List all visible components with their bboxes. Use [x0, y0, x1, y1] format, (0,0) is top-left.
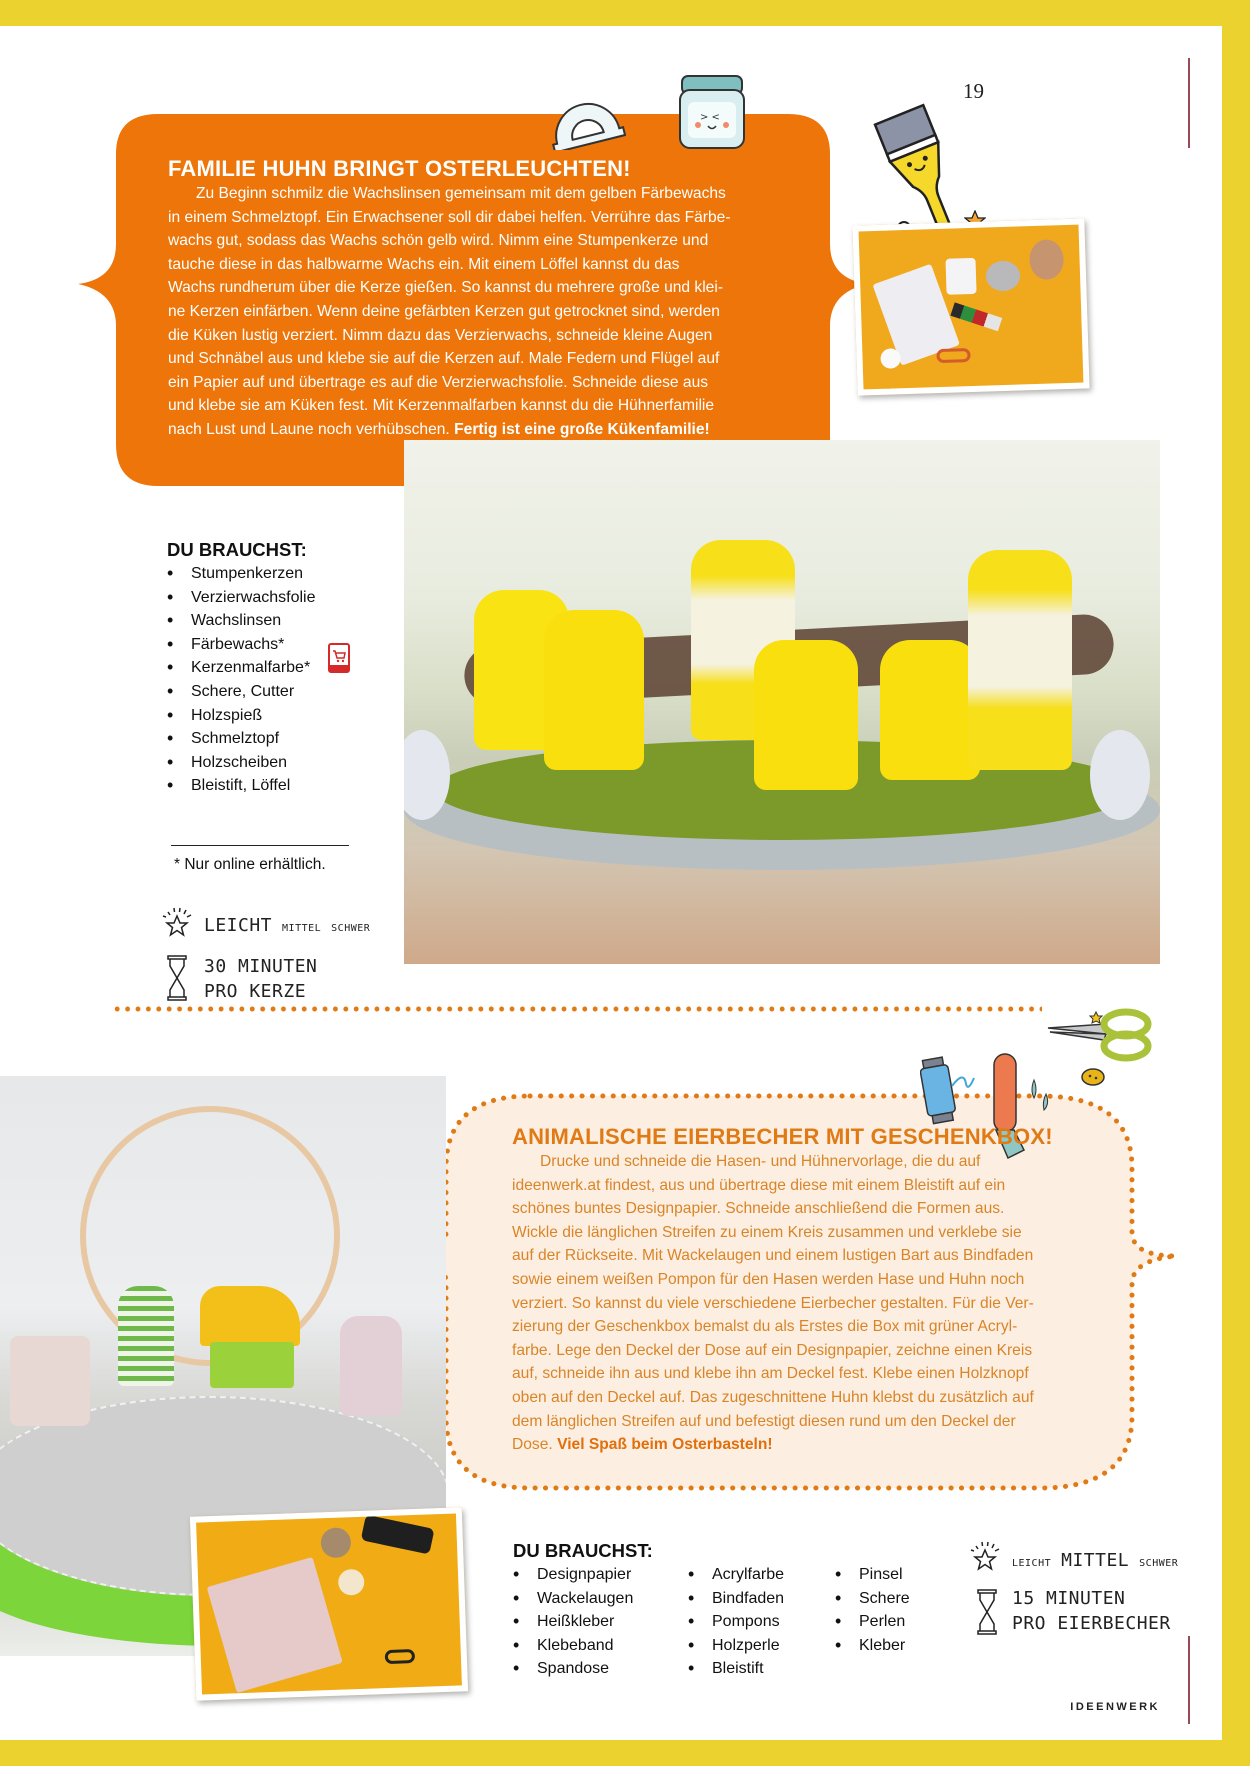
supply-item: • Bleistift: [688, 1657, 835, 1681]
supply-item: • Klebeband: [513, 1634, 688, 1658]
supply-item: • Perlen: [835, 1610, 945, 1634]
difficulty-easy: LEICHT: [1012, 1558, 1052, 1569]
photo-egg-right: [1090, 730, 1150, 820]
supply-item: • Spandose: [513, 1657, 688, 1681]
photo-item-twine: [320, 1527, 351, 1558]
photo-item-paint-pens: [950, 302, 1002, 331]
project1-body: Zu Beginn schmilz die Wachslinsen gemeinsam mit dem gelben Färbewachs in einem Schmelztopf. Ein Erwachsener soll dir dabei helfen. Verrühre das Färbe- wachs gut, sodass das Wachs schön gelb wird. Nimm eine Stumpenkerze und tauche diese in das halbwarme Wachs ein. Mit einem Löffel kannst du das Wachs rundherum über die Kerze gießen. So kannst du mehrere große und klei- ne Kerzen einfärben. Wenn deine gefärbten Kerzen gut getrocknet sind, werden die Küken lustig verziert. Nimm dazu das Verzierwachs, schneide kleine Augen und Schnäbel aus und klebe sie auf die Kerzen auf. Male Federn und Flügel auf ein Papier auf und übertrage es auf die Verzierwachsfolie. Schneide diese aus und klebe sie am Küken fest. Mit Kerzenmalfarben kannst du die Hühnerfamilie nach Lust und Laune noch verhübschen. Fertig ist eine große Kükenfamilie!: [168, 185, 731, 438]
photo-item-scissors: [936, 348, 970, 363]
jar-icon: [676, 72, 748, 152]
difficulty-hard: SCHWER: [331, 923, 371, 934]
footnote: * Nur online erhältlich.: [174, 856, 326, 873]
supply-item: • Pinsel: [835, 1563, 945, 1587]
project2-body: Drucke und schneide die Hasen- und Hühnervorlage, die du auf ideenwerk.at findest, aus und übertrage diese mit einem Bleistift auf ein schönes buntes Designpapier. Schneide anschließend die Formen aus. Wickle die länglichen Streifen zu einem Kreis zusammen und verklebe sie auf der Rückseite. Mit Wackelaugen und einem lustigen Bart aus Bindfaden sowie einem weißen Pompon für den Hasen werden Hase und Huhn noch verziert. So kannst du viele verschiedene Eierbecher gestalten. Für die Ver- zierung der Geschenkbox bemalst du als Erstes die Box mit grüner Acryl- farbe. Lege den Deckel der Dose auf ein Designpapier, zeichne einen Kreis auf, schneide ihn aus und klebe ihn am Deckel fest. Klebe einen Holzknopf oben auf den Deckel auf. Das zugeschnittene Huhn klebst du zusätzlich auf dem länglichen Streifen auf und befestigt diesen rund um den Deckel der Dose. Viel Spaß beim Osterbasteln!: [512, 1153, 1034, 1454]
supply-item: • Kleber: [835, 1634, 945, 1658]
project2-time: 15 MINUTEN PRO EIERBECHER: [1012, 1588, 1171, 1634]
photo-item-wax-lens: [880, 348, 901, 369]
project1-supply-list: [167, 538, 387, 798]
svg-text:> <: > <: [700, 112, 720, 123]
photo-item-lid: [338, 1569, 365, 1596]
difficulty-medium-selected: MITTEL: [1061, 1550, 1130, 1571]
section-divider-dotted: [112, 1006, 1042, 1012]
supply-item: • Pompons: [688, 1610, 835, 1634]
photo-item-scissors: [385, 1649, 415, 1664]
supply-item: • Designpapier: [513, 1563, 688, 1587]
project1-difficulty: [204, 915, 370, 936]
supply-item: • Heißkleber: [513, 1610, 688, 1634]
project1-time: 30 MINUTEN PRO KERZE: [204, 956, 318, 1002]
margin-rule-top: [1188, 58, 1190, 148]
supply-item: • Acrylfarbe: [688, 1563, 835, 1587]
photo-chick-candles: [404, 440, 1160, 964]
page-number: 19: [963, 79, 984, 103]
difficulty-hard: SCHWER: [1139, 1558, 1179, 1569]
photo-item-design-paper: [207, 1557, 343, 1693]
supply-item: • Schere: [835, 1587, 945, 1611]
supply-item: • Bindfaden: [688, 1587, 835, 1611]
supply-item: • Schere, Cutter: [167, 680, 387, 704]
margin-rule-bottom: [1188, 1636, 1190, 1724]
shopping-cart-icon: [328, 643, 350, 673]
hourglass-icon: [166, 954, 188, 1002]
supply-item: • Wachslinsen: [167, 609, 387, 633]
project1-title: FAMILIE HUHN BRINGT OSTERLEUCHTEN!: [168, 156, 631, 181]
supply-item: • Bleistift, Löffel: [167, 774, 387, 798]
project2-supply-list: [513, 1539, 945, 1681]
hourglass-icon: [976, 1588, 998, 1636]
supply-item: • Stumpenkerzen: [167, 562, 387, 586]
difficulty-easy-selected: LEICHT: [204, 915, 273, 936]
supply-item: • Holzperle: [688, 1634, 835, 1658]
star-outline-icon: [160, 906, 194, 938]
supplies-photo-eggcups: [190, 1507, 468, 1700]
photo-candle-chick-3: [754, 640, 858, 790]
photo-candle-chick-4: [880, 640, 980, 780]
photo-item-pot: [986, 260, 1021, 291]
photo-eggcup-bunny: [118, 1286, 174, 1386]
supply-item: • Holzspieß: [167, 704, 387, 728]
difficulty-medium: MITTEL: [282, 923, 322, 934]
brand-footer: IDEENWERK: [1070, 1701, 1160, 1713]
star-outline-icon: [968, 1540, 1002, 1572]
project1-closing: Fertig ist eine große Kükenfamilie!: [454, 420, 710, 438]
project2-closing: Viel Spaß beim Osterbasteln!: [557, 1436, 773, 1454]
footnote-divider: [171, 845, 349, 846]
photo-eggcup-floral: [10, 1336, 90, 1426]
supply-item: • Wackelaugen: [513, 1587, 688, 1611]
project2-instructions: [512, 1124, 1112, 1457]
supply-item: • Holzscheiben: [167, 751, 387, 775]
photo-giftbox-chicken: [200, 1286, 300, 1346]
photo-candle-rooster: [968, 550, 1072, 770]
supply-item: • Verzierwachsfolie: [167, 586, 387, 610]
project2-title: ANIMALISCHE EIERBECHER MIT GESCHENKBOX!: [512, 1124, 1053, 1149]
supplies-photo-candles: [852, 218, 1089, 395]
protractor-icon: [546, 88, 626, 150]
scissors-icon: [1046, 1006, 1166, 1066]
project1-needs-title: DU BRAUCHST:: [167, 539, 307, 560]
photo-item-glue-gun: [361, 1515, 435, 1555]
thread-spool-icon: [920, 1056, 980, 1126]
project1-instructions: [168, 156, 798, 442]
project2-needs-title: DU BRAUCHST:: [513, 1540, 653, 1561]
photo-candle-chick-2: [544, 610, 644, 770]
supply-item: • Kerzenmalfarbe*: [167, 656, 387, 680]
photo-giftbox-green: [210, 1342, 294, 1388]
photo-item-wood-slices: [1029, 239, 1064, 280]
supply-item: • Färbewachs*: [167, 633, 387, 657]
photo-item-cup: [945, 258, 976, 295]
magazine-page: [0, 26, 1222, 1740]
photo-eggcup-bunny-floral: [340, 1316, 402, 1416]
supply-item: • Schmelztopf: [167, 727, 387, 751]
project2-difficulty: [1012, 1550, 1178, 1571]
